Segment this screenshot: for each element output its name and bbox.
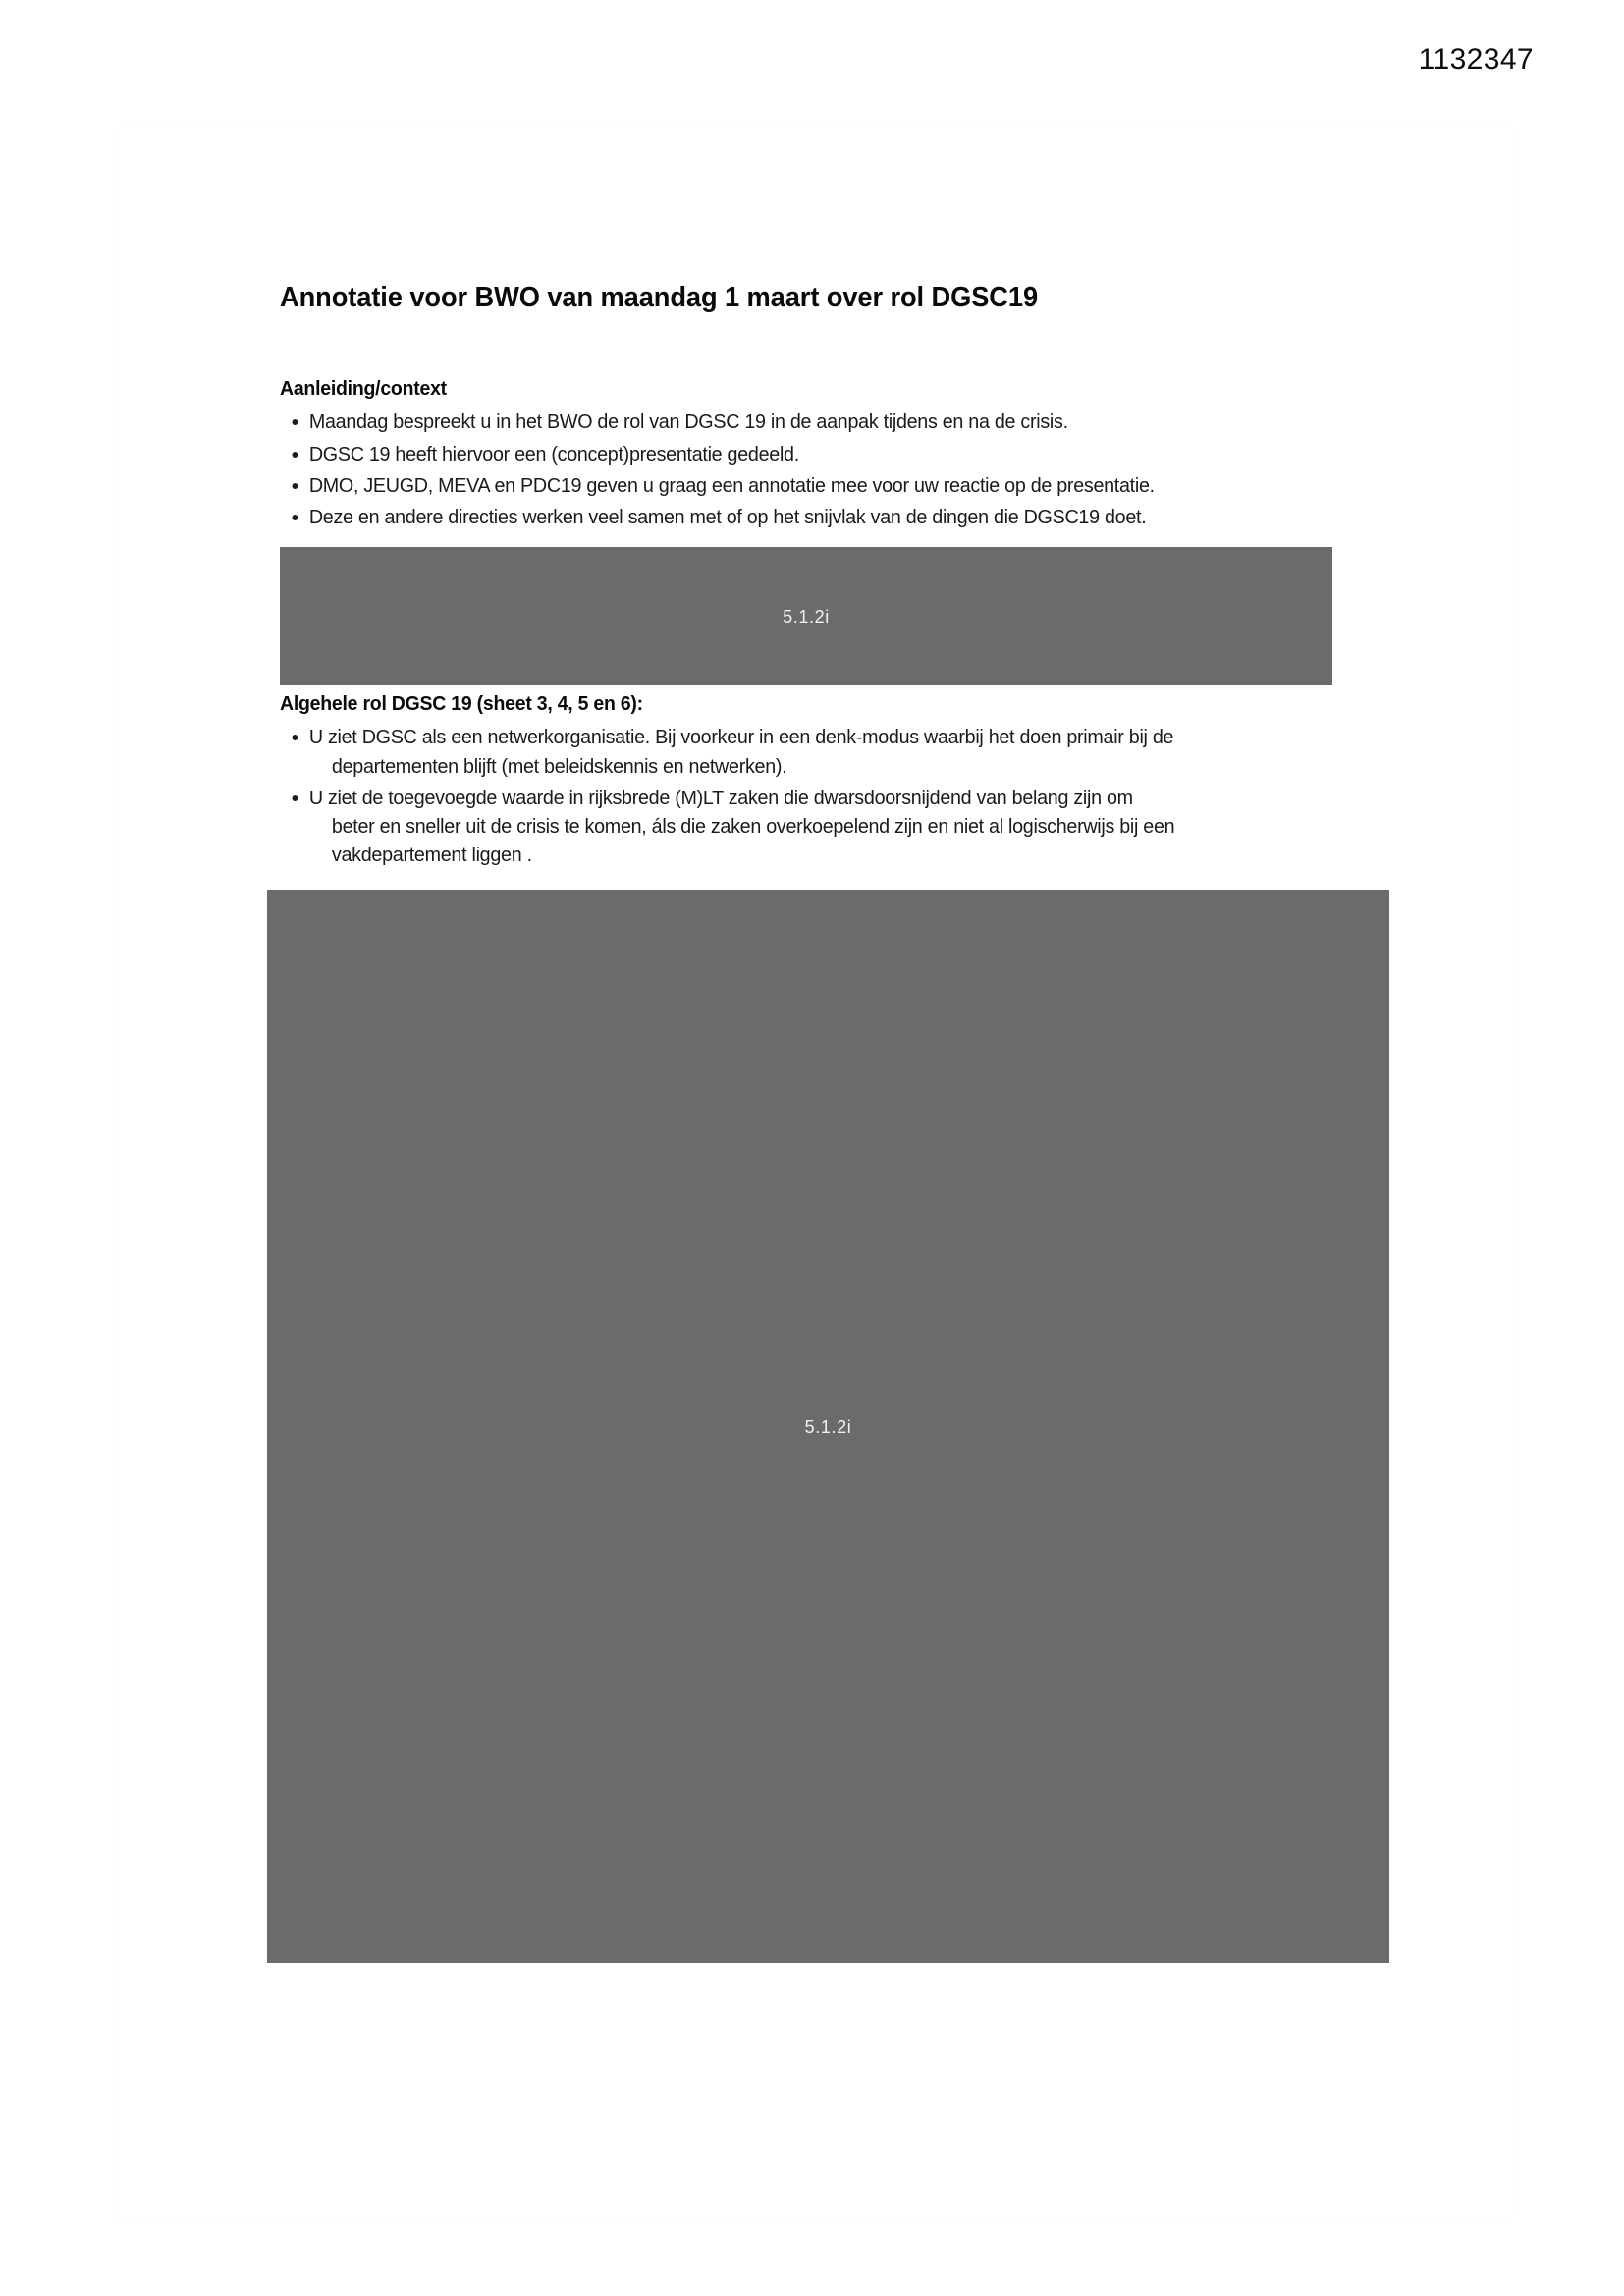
section-aanleiding-context bbox=[280, 376, 1394, 531]
redaction-label: 5.1.2i bbox=[804, 1416, 852, 1437]
list-item bbox=[280, 723, 1424, 780]
list-item bbox=[280, 784, 1424, 869]
list-item-text-line-2: departementen blijft (met beleidskennis en netwerken). bbox=[331, 754, 787, 778]
page-title: Annotatie voor BWO van maandag 1 maart over rol DGSC19 bbox=[280, 282, 1039, 313]
document-number: 1132347 bbox=[1418, 43, 1534, 76]
list-item bbox=[280, 408, 1424, 436]
bullet-list-aanleiding-context bbox=[280, 408, 1394, 530]
bullet-list-algehele-rol bbox=[280, 723, 1394, 869]
list-item-text-line-1: U ziet de toegevoegde waarde in rijksbrede (M)LT zaken die dwarsdoorsnijdend van belang zijn om bbox=[308, 786, 1133, 809]
list-item-text: Deze en andere directies werken veel samen met of op het snijvlak van de dingen die DGSC19 doet. bbox=[308, 505, 1147, 528]
list-item-text-line-3: vakdepartement liggen . bbox=[331, 843, 532, 866]
list-item-body bbox=[309, 784, 1425, 869]
section-heading-aanleiding-context: Aanleiding/context bbox=[280, 376, 447, 400]
list-item bbox=[280, 471, 1424, 500]
list-item bbox=[280, 503, 1424, 531]
list-item-text: DMO, JEUGD, MEVA en PDC19 geven u graag een annotatie mee voor uw reactie op de presentatie. bbox=[308, 473, 1155, 497]
list-item-text-line-2: beter en sneller uit de crisis te komen, áls die zaken overkoepelend zijn en niet al logischerwijs bij een bbox=[331, 814, 1175, 838]
redaction-box bbox=[280, 547, 1332, 685]
section-heading-algehele-rol: Algehele rol DGSC 19 (sheet 3, 4, 5 en 6): bbox=[280, 691, 643, 715]
list-item-body bbox=[309, 723, 1425, 780]
list-item-text: DGSC 19 heeft hiervoor een (concept)presentatie gedeeld. bbox=[308, 442, 799, 465]
redaction-box bbox=[267, 890, 1389, 1963]
section-algehele-rol bbox=[280, 691, 1394, 869]
redaction-label: 5.1.2i bbox=[783, 606, 830, 627]
list-item bbox=[280, 440, 1424, 468]
list-item-text: Maandag bespreekt u in het BWO de rol van DGSC 19 in de aanpak tijdens en na de crisis. bbox=[308, 410, 1068, 434]
list-item-text-line-1: U ziet DGSC als een netwerkorganisatie. Bij voorkeur in een denk-modus waarbij het doen primair bij de bbox=[308, 726, 1174, 749]
